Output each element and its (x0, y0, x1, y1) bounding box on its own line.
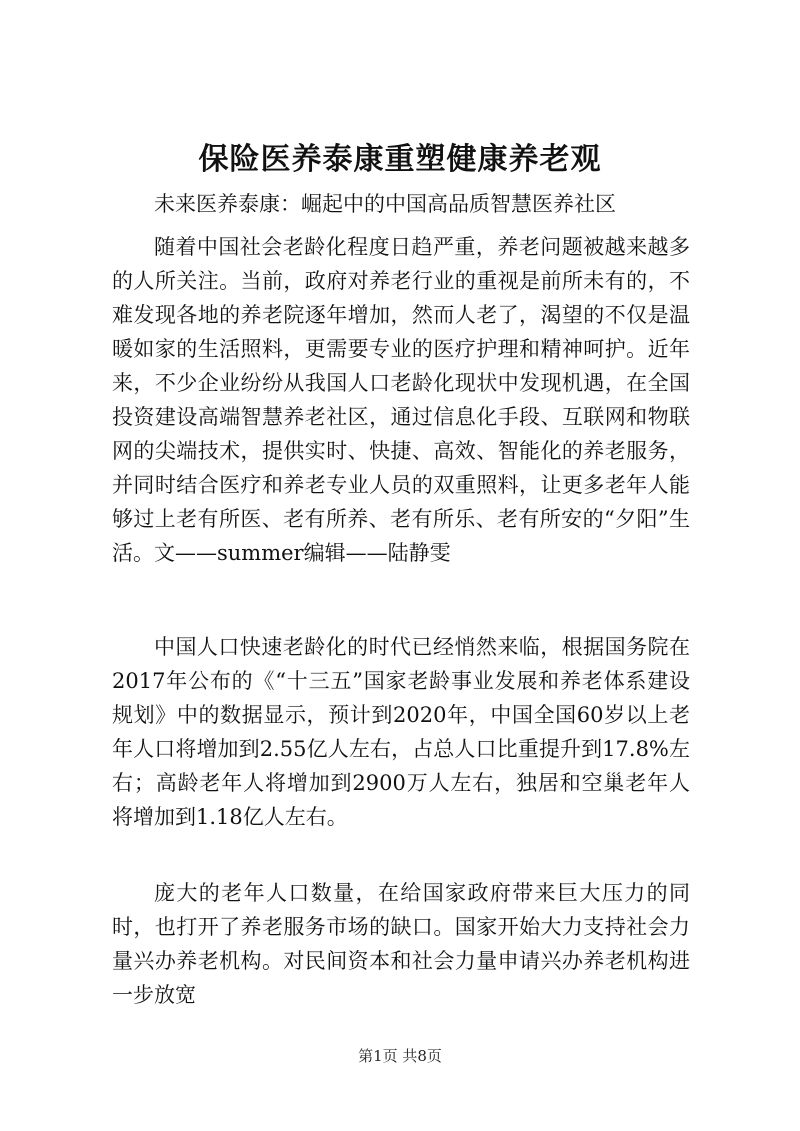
paragraph-3: 庞大的老年人口数量，在给国家政府带来巨大压力的同时，也打开了养老服务市场的缺口。国家开始大力支持社会力量兴办养老机构。对民间资本和社会力量申请兴办养老机构进一步放宽 (112, 881, 690, 1007)
paragraph-2: 中国人口快速老龄化的时代已经悄然来临，根据国务院在2017年公布的《“十三五”国家老龄事业发展和养老体系建设规划》中的数据显示，预计到2020年，中国全国60岁以上老年人口将增加到2.55亿人左右，占总人口比重提升到17.8%左右；高龄老年人将增加到2900万人左右，独居和空巢老年人将增加到1.18亿人左右。 (112, 635, 690, 829)
paragraph-1: 随着中国社会老龄化程度日趋严重，养老问题被越来越多的人所关注。当前，政府对养老行业的重视是前所未有的，不难发现各地的养老院逐年增加，然而人老了，渴望的不仅是温暖如家的生活照料，更需要专业的医疗护理和精神呵护。近年来，不少企业纷纷从我国人口老龄化现状中发现机遇，在全国投资建设高端智慧养老社区，通过信息化手段、互联网和物联网的尖端技术，提供实时、快捷、高效、智能化的养老服务，并同时结合医疗和养老专业人员的双重照料，让更多老年人能够过上老有所医、老有所养、老有所乐、老有所安的“夕阳”生活。文——summer编辑——陆静雯 (112, 235, 690, 565)
page-number-footer: 第1页 共8页 (358, 1047, 442, 1065)
document-title: 保险医养泰康重塑健康养老观 (198, 142, 602, 177)
document-subtitle: 未来医养泰康：崛起中的中国高品质智慧医养社区 (154, 192, 616, 216)
